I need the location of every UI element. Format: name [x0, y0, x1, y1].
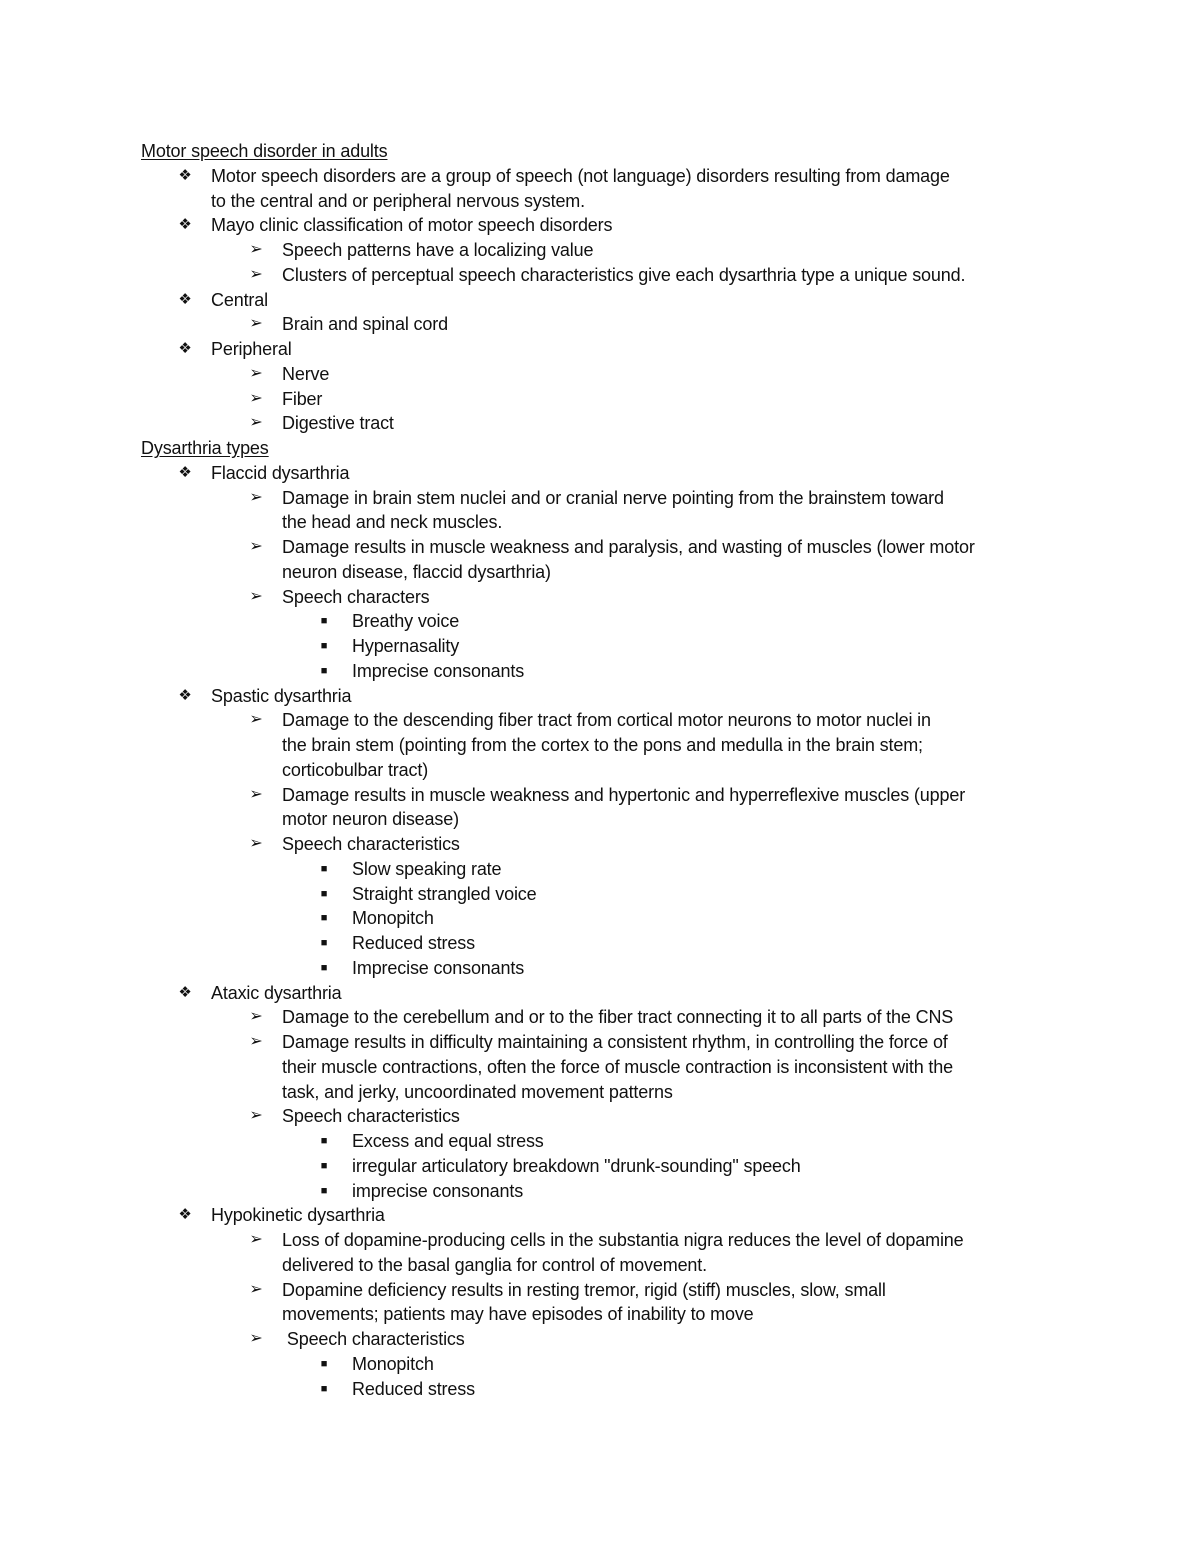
- arrow-bullet-icon: ➢: [249, 1330, 263, 1347]
- arrow-bullet-icon: ➢: [249, 265, 263, 283]
- sub-list-item-continuation: the brain stem (pointing from the cortex to the pons and medulla in the brain stem;: [282, 735, 923, 755]
- diamond-bullet-icon: ❖: [178, 166, 192, 184]
- sub-list-item: ➢ Fiber: [0, 387, 1200, 412]
- square-bullet-icon: ■: [320, 640, 328, 652]
- sub-sub-list-item: ■ Breathy voice: [0, 609, 1200, 634]
- square-bullet-icon: ■: [320, 1159, 328, 1172]
- list-item: ❖ Ataxic dysarthria: [0, 981, 1200, 1006]
- sub-list-item: ➢ Speech characters: [0, 585, 1200, 610]
- section-heading-dysarthria-types: Dysarthria types: [141, 438, 269, 458]
- square-bullet-icon: ■: [320, 664, 328, 677]
- arrow-bullet-icon: ➢: [249, 241, 263, 258]
- diamond-bullet-icon: ❖: [178, 686, 192, 704]
- diamond-bullet-icon: ❖: [178, 463, 192, 481]
- sub-list-item-continuation: motor neuron disease): [282, 809, 459, 830]
- sub-list-item: ➢ Damage in brain stem nuclei and or cranial nerve pointing from the brainstem toward: [0, 486, 1200, 511]
- square-bullet-icon: ■: [320, 912, 328, 925]
- list-item-continuation: to the central and or peripheral nervous system.: [211, 190, 585, 211]
- square-bullet-icon: ■: [320, 1382, 328, 1395]
- arrow-bullet-icon: ➢: [249, 785, 263, 803]
- sub-list-item-continuation: the head and neck muscles.: [282, 512, 503, 533]
- sub-sub-list-item: ■ Monopitch: [0, 906, 1200, 931]
- arrow-bullet-icon: ➢: [249, 835, 263, 852]
- arrow-bullet-icon: ➢: [249, 488, 263, 506]
- sub-list-item-continuation: neuron disease, flaccid dysarthria): [282, 561, 551, 582]
- list-item: ❖ Flaccid dysarthria: [0, 461, 1200, 486]
- arrow-bullet-icon: ➢: [249, 414, 263, 432]
- sub-list-item: ➢ Damage results in muscle weakness and hypertonic and hyperreflexive muscles (upper: [0, 783, 1200, 808]
- sub-list-item: ➢ Damage results in difficulty maintaining a consistent rhythm, in controlling the force of: [0, 1030, 1200, 1055]
- list-item: ❖ Central: [0, 288, 1200, 313]
- sub-list-item-continuation: movements; patients may have episodes of inability to move: [282, 1304, 754, 1325]
- diamond-bullet-icon: ❖: [178, 290, 192, 308]
- square-bullet-icon: ■: [320, 1135, 328, 1147]
- square-bullet-icon: ■: [320, 862, 328, 875]
- sub-list-item: ➢ Clusters of perceptual speech characteristics give each dysarthria type a unique sound.: [0, 263, 1200, 288]
- sub-sub-list-item: ■ Imprecise consonants: [0, 956, 1200, 981]
- sub-list-item: ➢ Digestive tract: [0, 411, 1200, 436]
- sub-sub-list-item: ■ irregular articulatory breakdown "drunk-sounding" speech: [0, 1154, 1200, 1179]
- document-body: [0, 139, 1200, 1401]
- sub-sub-list-item: ■ imprecise consonants: [0, 1179, 1200, 1204]
- list-item: ❖ Motor speech disorders are a group of speech (not language) disorders resulting from damage: [0, 164, 1200, 189]
- arrow-bullet-icon: ➢: [249, 1231, 263, 1248]
- sub-list-item: ➢ Loss of dopamine-producing cells in the substantia nigra reduces the level of dopamine: [0, 1228, 1200, 1253]
- arrow-bullet-icon: ➢: [249, 1107, 263, 1125]
- arrow-bullet-icon: ➢: [249, 1033, 263, 1050]
- arrow-bullet-icon: ➢: [249, 538, 263, 555]
- list-item: ❖ Peripheral: [0, 337, 1200, 362]
- square-bullet-icon: ■: [320, 1184, 328, 1197]
- square-bullet-icon: ■: [320, 887, 328, 900]
- sub-sub-list-item: ■ Monopitch: [0, 1352, 1200, 1377]
- square-bullet-icon: ■: [320, 615, 328, 628]
- sub-sub-list-item: ■ Slow speaking rate: [0, 857, 1200, 882]
- sub-sub-list-item: ■ Reduced stress: [0, 931, 1200, 956]
- diamond-bullet-icon: ❖: [178, 216, 192, 234]
- sub-list-item: ➢ Damage to the cerebellum and or to the fiber tract connecting it to all parts of the CNS: [0, 1005, 1200, 1030]
- diamond-bullet-icon: ❖: [178, 340, 192, 357]
- arrow-bullet-icon: ➢: [249, 1280, 263, 1298]
- sub-list-item: ➢ Dopamine deficiency results in resting tremor, rigid (stiff) muscles, slow, small: [0, 1278, 1200, 1303]
- diamond-bullet-icon: ❖: [178, 1206, 192, 1224]
- arrow-bullet-icon: ➢: [249, 364, 263, 382]
- sub-sub-list-item: ■ Straight strangled voice: [0, 882, 1200, 907]
- sub-list-item-continuation: corticobulbar tract): [282, 759, 429, 780]
- sub-list-item: ➢ Speech characteristics: [0, 1327, 1200, 1352]
- square-bullet-icon: ■: [320, 961, 328, 974]
- sub-list-item: ➢ Nerve: [0, 362, 1200, 387]
- sub-list-item: ➢ Damage results in muscle weakness and paralysis, and wasting of muscles (lower motor: [0, 535, 1200, 560]
- sub-sub-list-item: ■ Reduced stress: [0, 1377, 1200, 1402]
- sub-list-item: ➢ Speech patterns have a localizing value: [0, 238, 1200, 263]
- sub-list-item-continuation: task, and jerky, uncoordinated movement patterns: [282, 1081, 673, 1102]
- arrow-bullet-icon: ➢: [249, 711, 263, 729]
- sub-sub-list-item: ■ Excess and equal stress: [0, 1129, 1200, 1154]
- sub-sub-list-item: ■ Imprecise consonants: [0, 659, 1200, 684]
- sub-list-item: ➢ Brain and spinal cord: [0, 312, 1200, 337]
- list-item: ❖ Spastic dysarthria: [0, 684, 1200, 709]
- section-heading-motor-speech: Motor speech disorder in adults: [141, 141, 388, 161]
- sub-list-item-continuation: delivered to the basal ganglia for control of movement.: [282, 1254, 707, 1275]
- arrow-bullet-icon: ➢: [249, 389, 263, 407]
- sub-list-item: ➢ Damage to the descending fiber tract from cortical motor neurons to motor nuclei in: [0, 708, 1200, 733]
- sub-list-item: ➢ Speech characteristics: [0, 832, 1200, 857]
- arrow-bullet-icon: ➢: [249, 1008, 263, 1026]
- diamond-bullet-icon: ❖: [178, 983, 192, 1001]
- sub-sub-list-item: ■ Hypernasality: [0, 634, 1200, 659]
- square-bullet-icon: ■: [320, 1357, 328, 1370]
- arrow-bullet-icon: ➢: [249, 315, 263, 333]
- list-item: ❖ Mayo clinic classification of motor speech disorders: [0, 213, 1200, 238]
- list-item: ❖ Hypokinetic dysarthria: [0, 1203, 1200, 1228]
- sub-list-item: ➢ Speech characteristics: [0, 1104, 1200, 1129]
- sub-list-item-continuation: their muscle contractions, often the force of muscle contraction is inconsistent with the: [282, 1056, 953, 1077]
- square-bullet-icon: ■: [320, 937, 328, 949]
- arrow-bullet-icon: ➢: [249, 587, 263, 605]
